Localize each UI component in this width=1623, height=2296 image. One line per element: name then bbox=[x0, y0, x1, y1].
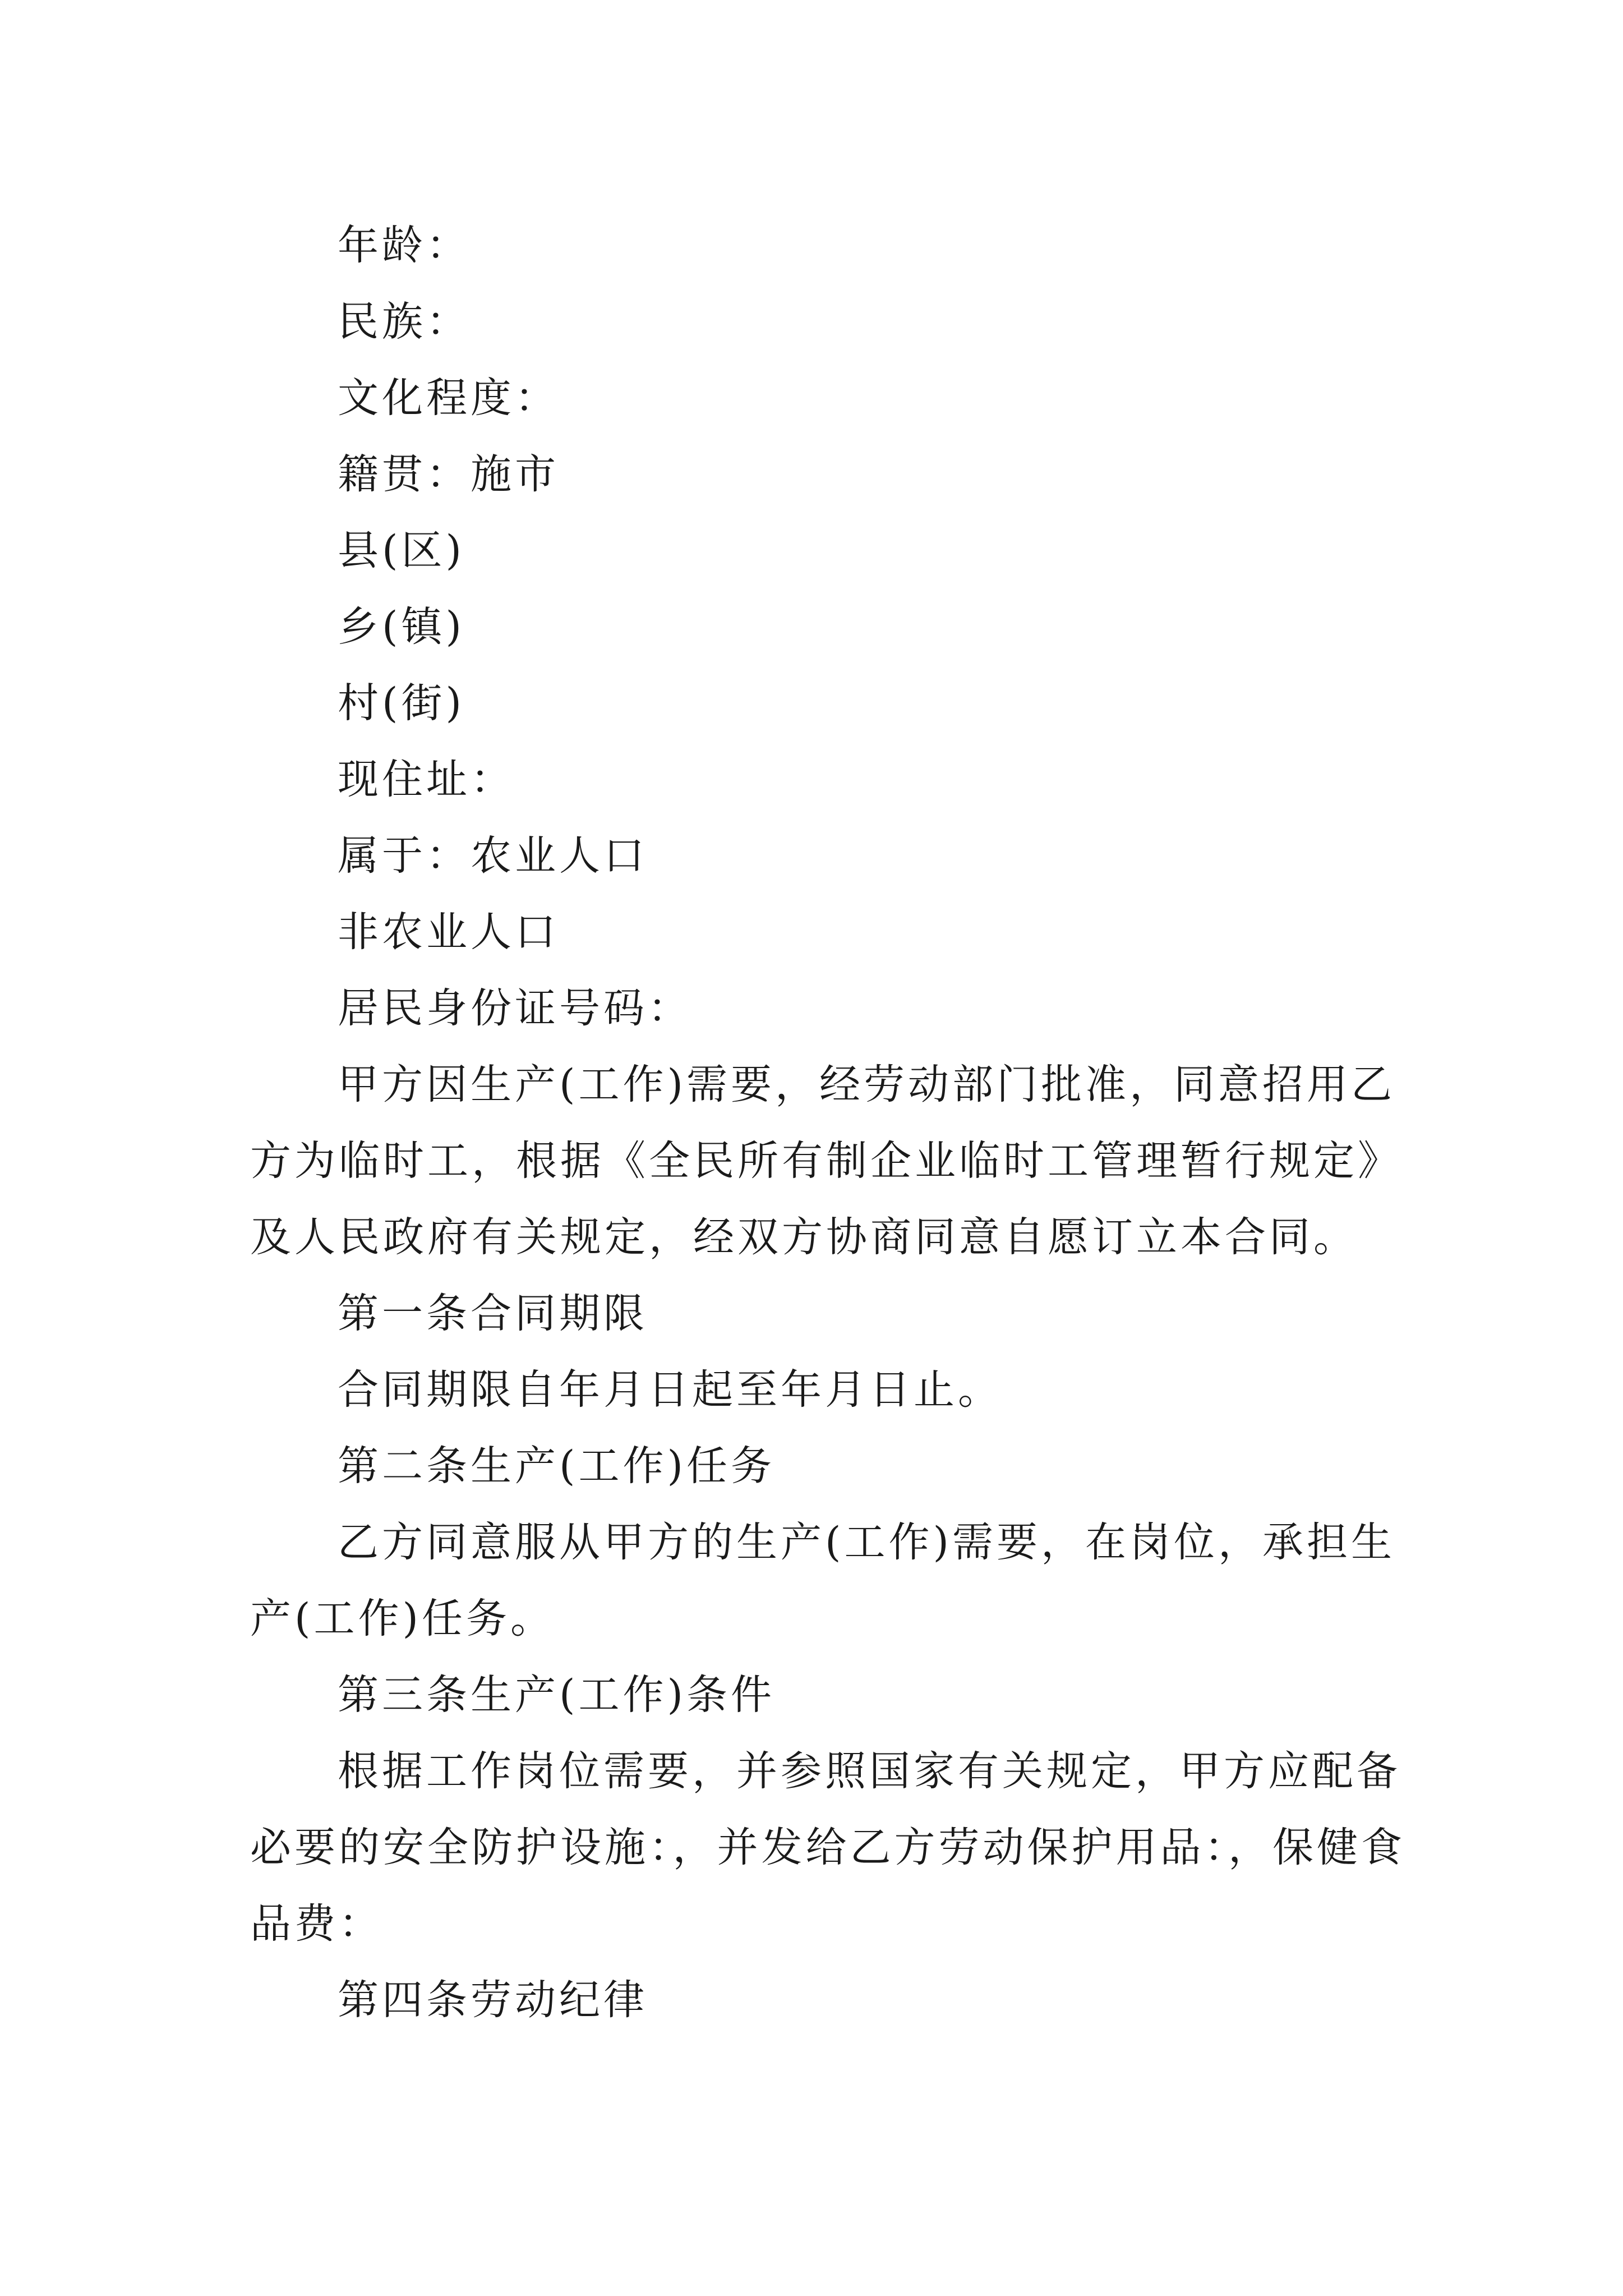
article-1-body: 合同期限自年月日起至年月日止。 bbox=[338, 1366, 1002, 1414]
paragraph-intro-line-1: 甲方因生产(工作)需要，经劳动部门批准，同意招用乙 bbox=[338, 1061, 1395, 1108]
article-1-heading: 第一条合同期限 bbox=[338, 1290, 648, 1337]
field-household-agri: 属于：农业人口 bbox=[338, 832, 648, 880]
field-county: 县(区) bbox=[338, 527, 465, 574]
paragraph-intro-line-2: 方为临时工，根据《全民所有制企业临时工管理暂行规定》 bbox=[250, 1137, 1402, 1185]
article-4-heading: 第四条劳动纪律 bbox=[338, 1976, 648, 2024]
field-id-number: 居民身份证号码： bbox=[338, 984, 692, 1032]
article-3-heading: 第三条生产(工作)条件 bbox=[338, 1671, 775, 1719]
article-3-body-line-2: 必要的安全防护设施：，并发给乙方劳动保护用品：，保健食 bbox=[250, 1824, 1405, 1871]
article-2-body-line-1: 乙方同意服从甲方的生产(工作)需要，在岗位，承担生 bbox=[338, 1519, 1395, 1566]
article-3-body-line-3: 品费： bbox=[250, 1900, 383, 1948]
document-body bbox=[250, 208, 1405, 2039]
field-age: 年龄： bbox=[338, 222, 471, 269]
article-2-body-line-2: 产(工作)任务。 bbox=[250, 1595, 555, 1642]
field-household-nonagri: 非农业人口 bbox=[338, 908, 559, 956]
paragraph-intro-line-3: 及人民政府有关规定，经双方协商同意自愿订立本合同。 bbox=[250, 1213, 1358, 1261]
field-address: 现住址： bbox=[338, 756, 515, 803]
field-village: 村(街) bbox=[338, 679, 465, 727]
article-2-heading: 第二条生产(工作)任务 bbox=[338, 1442, 775, 1490]
field-township: 乡(镇) bbox=[338, 603, 465, 651]
article-3-body-line-1: 根据工作岗位需要，并参照国家有关规定，甲方应配备 bbox=[338, 1747, 1401, 1795]
field-native-place: 籍贯：施市 bbox=[338, 450, 559, 498]
field-ethnicity: 民族： bbox=[338, 298, 471, 346]
field-education: 文化程度： bbox=[338, 374, 559, 422]
